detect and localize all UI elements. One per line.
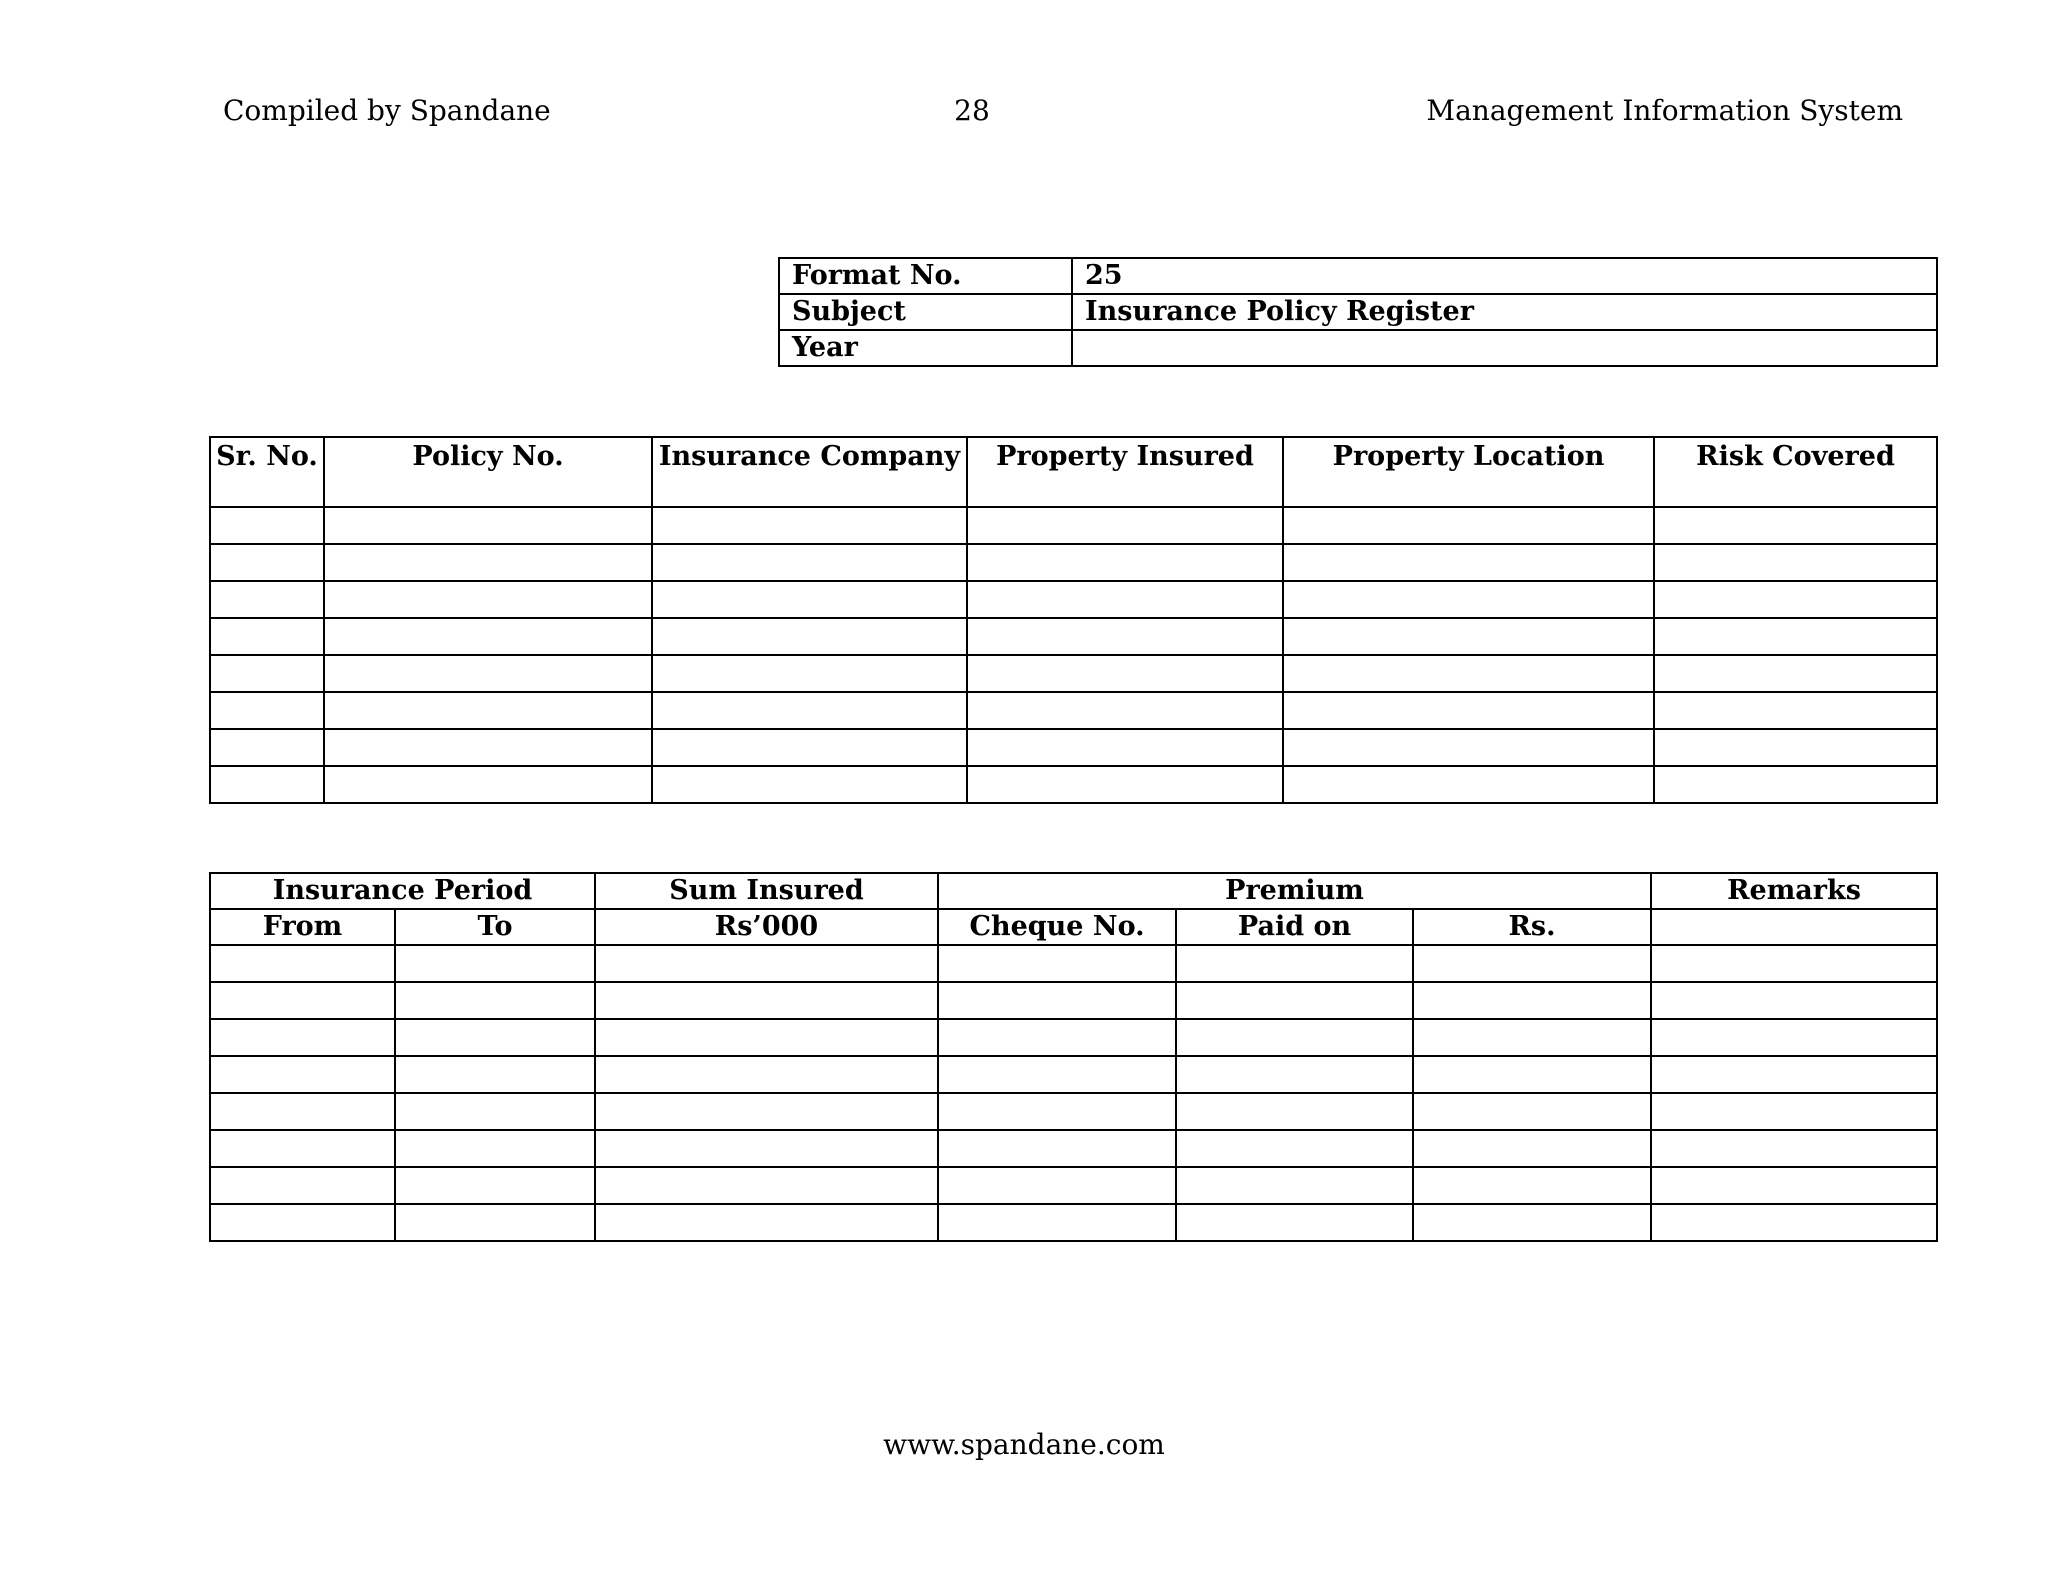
table-cell <box>1176 945 1413 982</box>
header-policy-no: Policy No. <box>324 437 652 507</box>
table-cell <box>1176 1130 1413 1167</box>
period-table-row <box>210 1167 1937 1204</box>
header-rs: Rs. <box>1413 909 1651 945</box>
policy-table-row <box>210 766 1937 803</box>
table-cell <box>210 544 324 581</box>
table-cell <box>324 655 652 692</box>
table-cell <box>1654 581 1937 618</box>
table-cell <box>1176 1019 1413 1056</box>
table-cell <box>1413 1167 1651 1204</box>
table-cell <box>210 655 324 692</box>
table-cell <box>395 1093 595 1130</box>
table-cell <box>595 1204 938 1241</box>
format-value-subject: Insurance Policy Register <box>1072 294 1937 330</box>
table-cell <box>210 581 324 618</box>
table-cell <box>1413 1093 1651 1130</box>
header-sr-no: Sr. No. <box>210 437 324 507</box>
header-document-title: Management Information System <box>1426 94 1903 127</box>
table-cell <box>1283 618 1654 655</box>
header-from: From <box>210 909 395 945</box>
table-cell <box>395 1056 595 1093</box>
table-cell <box>1176 1056 1413 1093</box>
table-cell <box>395 945 595 982</box>
table-cell <box>1283 581 1654 618</box>
table-cell <box>967 766 1283 803</box>
table-cell <box>652 544 967 581</box>
table-cell <box>595 982 938 1019</box>
header-risk-covered: Risk Covered <box>1654 437 1937 507</box>
table-cell <box>1176 1204 1413 1241</box>
format-value-format-no: 25 <box>1072 258 1937 294</box>
table-cell <box>395 1130 595 1167</box>
table-cell <box>1654 618 1937 655</box>
header-cheque-no: Cheque No. <box>938 909 1176 945</box>
header-property-insured: Property Insured <box>967 437 1283 507</box>
table-cell <box>395 1204 595 1241</box>
header-paid-on: Paid on <box>1176 909 1413 945</box>
table-cell <box>1654 692 1937 729</box>
format-row-subject <box>779 294 1937 330</box>
table-cell <box>967 655 1283 692</box>
table-cell <box>210 729 324 766</box>
table-cell <box>652 766 967 803</box>
table-cell <box>210 618 324 655</box>
table-cell <box>967 581 1283 618</box>
header-insurance-company: Insurance Company <box>652 437 967 507</box>
policy-register-table <box>209 436 1938 804</box>
table-cell <box>595 1019 938 1056</box>
table-cell <box>210 1019 395 1056</box>
format-label-subject: Subject <box>779 294 1072 330</box>
table-cell <box>1651 1019 1937 1056</box>
table-cell <box>1413 1204 1651 1241</box>
period-table-row <box>210 1204 1937 1241</box>
page-number: 28 <box>954 94 990 127</box>
table-cell <box>938 1130 1176 1167</box>
table-cell <box>595 1056 938 1093</box>
table-cell <box>395 1167 595 1204</box>
table-cell <box>1413 1019 1651 1056</box>
table-cell <box>1176 1167 1413 1204</box>
table-cell <box>1413 945 1651 982</box>
policy-table-row <box>210 618 1937 655</box>
table-cell <box>1176 1093 1413 1130</box>
period-table-row <box>210 982 1937 1019</box>
format-row-year <box>779 330 1937 366</box>
table-cell <box>938 1019 1176 1056</box>
table-cell <box>324 692 652 729</box>
table-cell <box>1651 945 1937 982</box>
table-cell <box>324 544 652 581</box>
table-cell <box>1651 1130 1937 1167</box>
table-cell <box>967 692 1283 729</box>
table-cell <box>1176 982 1413 1019</box>
table-cell <box>652 618 967 655</box>
table-cell <box>1654 655 1937 692</box>
policy-table-row <box>210 692 1937 729</box>
table-cell <box>652 729 967 766</box>
table-cell <box>1654 544 1937 581</box>
format-value-year <box>1072 330 1937 366</box>
policy-table-row <box>210 729 1937 766</box>
table-cell <box>210 507 324 544</box>
table-cell <box>210 945 395 982</box>
period-table-row <box>210 1056 1937 1093</box>
table-cell <box>938 1167 1176 1204</box>
format-label-year: Year <box>779 330 1072 366</box>
table-cell <box>210 692 324 729</box>
table-cell <box>1413 982 1651 1019</box>
table-cell <box>1283 544 1654 581</box>
table-cell <box>938 945 1176 982</box>
table-cell <box>1283 692 1654 729</box>
header-property-location: Property Location <box>1283 437 1654 507</box>
header-remarks-blank <box>1651 909 1937 945</box>
table-cell <box>1283 729 1654 766</box>
table-cell <box>595 945 938 982</box>
table-cell <box>324 507 652 544</box>
policy-table-row <box>210 544 1937 581</box>
table-cell <box>1654 507 1937 544</box>
table-cell <box>938 1204 1176 1241</box>
table-cell <box>324 766 652 803</box>
policy-table-row <box>210 507 1937 544</box>
period-table-row <box>210 1019 1937 1056</box>
table-cell <box>967 544 1283 581</box>
table-cell <box>1413 1056 1651 1093</box>
table-cell <box>595 1167 938 1204</box>
footer-website: www.spandane.com <box>883 1428 1165 1461</box>
table-cell <box>210 982 395 1019</box>
table-cell <box>210 1130 395 1167</box>
table-cell <box>324 729 652 766</box>
format-row-format-no <box>779 258 1937 294</box>
table-cell <box>1651 1056 1937 1093</box>
table-cell <box>210 1204 395 1241</box>
policy-header-row <box>210 437 1937 507</box>
table-cell <box>595 1130 938 1167</box>
table-cell <box>595 1093 938 1130</box>
policy-table-row <box>210 581 1937 618</box>
header-remarks: Remarks <box>1651 873 1937 909</box>
table-cell <box>652 692 967 729</box>
table-cell <box>1651 1167 1937 1204</box>
header-to: To <box>395 909 595 945</box>
table-cell <box>1283 766 1654 803</box>
table-cell <box>1651 1093 1937 1130</box>
table-cell <box>1654 766 1937 803</box>
period-table-row <box>210 1130 1937 1167</box>
table-cell <box>1283 507 1654 544</box>
policy-table-body <box>210 507 1937 803</box>
period-table-row <box>210 945 1937 982</box>
table-cell <box>324 618 652 655</box>
table-cell <box>210 1056 395 1093</box>
format-info-table <box>778 257 1938 367</box>
table-cell <box>210 1093 395 1130</box>
period-sub-header-row <box>210 909 1937 945</box>
header-sum-insured: Sum Insured <box>595 873 938 909</box>
table-cell <box>1651 1204 1937 1241</box>
insurance-period-table <box>209 872 1938 1242</box>
table-cell <box>938 1056 1176 1093</box>
format-label-format-no: Format No. <box>779 258 1072 294</box>
period-group-header-row <box>210 873 1937 909</box>
table-cell <box>395 982 595 1019</box>
table-cell <box>210 766 324 803</box>
header-compiled-by: Compiled by Spandane <box>223 94 551 127</box>
table-cell <box>1651 982 1937 1019</box>
table-cell <box>324 581 652 618</box>
header-rs-thousand: Rs’000 <box>595 909 938 945</box>
table-cell <box>1654 729 1937 766</box>
table-cell <box>652 507 967 544</box>
table-cell <box>938 1093 1176 1130</box>
period-table-row <box>210 1093 1937 1130</box>
table-cell <box>652 581 967 618</box>
table-cell <box>967 618 1283 655</box>
table-cell <box>395 1019 595 1056</box>
table-cell <box>938 982 1176 1019</box>
policy-table-row <box>210 655 1937 692</box>
table-cell <box>967 729 1283 766</box>
table-cell <box>652 655 967 692</box>
table-cell <box>1413 1130 1651 1167</box>
header-insurance-period: Insurance Period <box>210 873 595 909</box>
table-cell <box>1283 655 1654 692</box>
table-cell <box>210 1167 395 1204</box>
header-premium: Premium <box>938 873 1651 909</box>
period-table-body <box>210 945 1937 1241</box>
table-cell <box>967 507 1283 544</box>
